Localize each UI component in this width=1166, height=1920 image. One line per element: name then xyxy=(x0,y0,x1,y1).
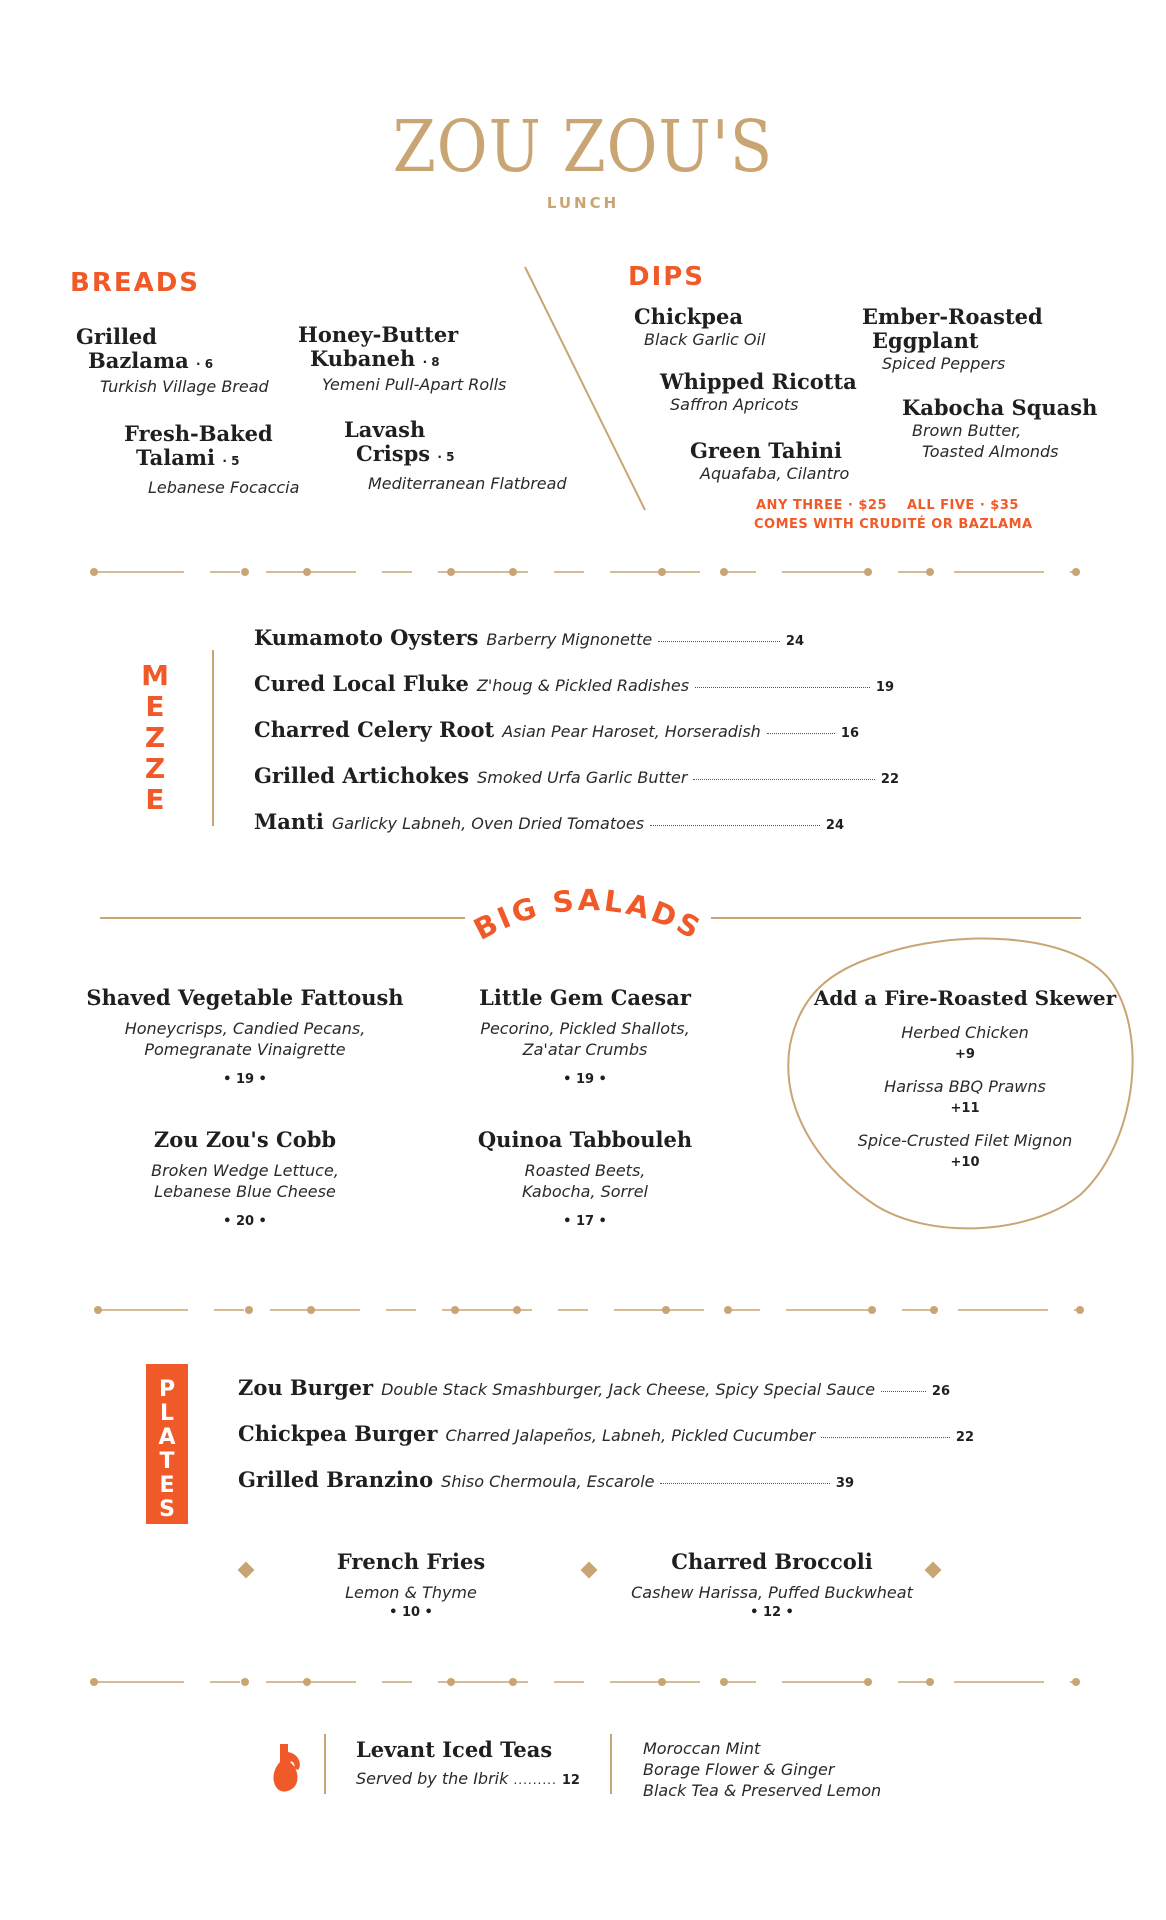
dish-name: Lavash xyxy=(344,417,426,442)
heading-letter: L xyxy=(159,1401,175,1426)
dish-price: 22 xyxy=(955,1430,974,1445)
dish-name: Bazlama xyxy=(88,348,189,373)
heading-letter: Z xyxy=(144,752,166,785)
menu-subtitle: LUNCH xyxy=(546,194,620,212)
heading-letter: T xyxy=(159,1449,175,1474)
salads-rule-right xyxy=(711,917,1081,919)
dish-description: Black Garlic Oil xyxy=(644,330,766,349)
dish-description: Mediterranean Flatbread xyxy=(368,474,567,493)
heading-letter: Z xyxy=(144,721,166,754)
dish-description: Aquafaba, Cilantro xyxy=(700,464,850,483)
skewer-name: Harissa BBQ Prawns xyxy=(884,1077,1046,1096)
dish-description-line2: Kabocha, Sorrel xyxy=(522,1182,648,1201)
dish-name: Zou Zou's Cobb xyxy=(153,1127,337,1152)
dish-description-line2: Lebanese Blue Cheese xyxy=(154,1182,336,1201)
dish-name: Little Gem Caesar xyxy=(479,985,691,1010)
ibrik-icon xyxy=(270,1740,304,1794)
dish-description: Asian Pear Haroset, Horseradish xyxy=(502,722,761,741)
plates-heading xyxy=(146,1364,188,1524)
tea-flavor: Black Tea & Preserved Lemon xyxy=(643,1781,882,1800)
dish-description: Brown Butter, xyxy=(912,421,1022,440)
dish-name: French Fries xyxy=(336,1549,486,1574)
ornamental-divider xyxy=(92,1300,1086,1320)
dish-name: Honey-Butter xyxy=(298,322,459,347)
dish-price: · 5 xyxy=(437,450,455,464)
teas-rule-left xyxy=(324,1734,326,1794)
svg-text:BIG SALADS xyxy=(468,883,708,947)
dish-description: Smoked Urfa Garlic Butter xyxy=(477,768,688,787)
dish-description: Cashew Harissa, Puffed Buckwheat xyxy=(631,1583,913,1602)
bread-item-kubaneh xyxy=(298,323,506,395)
mezze-item xyxy=(254,626,804,672)
dips-offer-three: ANY THREE · $25 xyxy=(756,498,888,513)
mezze-item xyxy=(254,672,894,718)
mezze-item xyxy=(254,810,844,856)
leader-dots xyxy=(767,733,835,734)
dish-description: Honeycrisps, Candied Pecans, xyxy=(124,1019,366,1038)
dish-name: Quinoa Tabbouleh xyxy=(477,1127,693,1152)
dish-price: 39 xyxy=(835,1476,854,1491)
mezze-list xyxy=(254,626,904,856)
dish-description: Served by the Ibrik xyxy=(356,1769,509,1788)
dish-price: • 20 • xyxy=(223,1214,267,1229)
plates-list xyxy=(238,1375,974,1514)
heading-letter: P xyxy=(158,1377,176,1402)
teas-rule-right xyxy=(610,1734,612,1794)
heading-letter: S xyxy=(159,1497,175,1522)
salads-rule-left xyxy=(100,917,465,919)
dish-description-line2: Toasted Almonds xyxy=(922,442,1059,461)
dish-name: Kubaneh xyxy=(310,346,416,371)
dish-name: Whipped Ricotta xyxy=(660,369,857,394)
dish-name: Grilled Artichokes xyxy=(254,763,470,788)
dips-offer-five: ALL FIVE · $35 xyxy=(907,498,1019,513)
leader-dots xyxy=(660,1483,829,1484)
dish-name: Ember-Roasted xyxy=(862,304,1043,329)
dish-name: Manti xyxy=(254,809,324,834)
salad-item xyxy=(80,986,410,1087)
dish-price: 26 xyxy=(931,1384,950,1399)
leader-dots xyxy=(821,1437,950,1438)
bread-item-bazlama xyxy=(76,325,269,397)
dish-name: Shaved Vegetable Fattoush xyxy=(86,985,404,1010)
dish-description: Lebanese Focaccia xyxy=(148,478,300,497)
dish-name: Kabocha Squash xyxy=(902,395,1098,420)
dips-heading: DIPS xyxy=(628,262,706,292)
dish-description: Turkish Village Bread xyxy=(100,377,269,396)
dish-name: Chickpea Burger xyxy=(238,1421,438,1446)
dish-price: 22 xyxy=(880,772,899,787)
dish-price: 24 xyxy=(825,818,844,833)
heading-letter: M xyxy=(141,659,169,692)
dish-description: Pecorino, Pickled Shallots, xyxy=(480,1019,690,1038)
plate-item xyxy=(238,1376,950,1422)
dish-name: Grilled Branzino xyxy=(238,1467,434,1492)
mezze-item xyxy=(254,764,899,810)
skewer-title: Add a Fire-Roasted Skewer xyxy=(813,986,1117,1010)
leader-dots xyxy=(881,1391,926,1392)
dish-price: 16 xyxy=(840,726,859,741)
mezze-rule xyxy=(212,650,214,826)
diamond-ornament xyxy=(238,1562,255,1579)
dish-description: Saffron Apricots xyxy=(670,395,799,414)
dip-item-ricotta xyxy=(660,370,857,415)
teas-item xyxy=(356,1738,580,1789)
dish-name: Charred Celery Root xyxy=(254,717,495,742)
leader-dots: ......... xyxy=(513,1773,557,1787)
skewer-price: +10 xyxy=(950,1155,980,1170)
bread-item-talami xyxy=(124,422,299,498)
dish-name: Green Tahini xyxy=(690,438,843,463)
dish-description: Roasted Beets, xyxy=(524,1161,646,1180)
dish-description: Spiced Peppers xyxy=(882,354,1006,373)
dish-name-line2: Eggplant xyxy=(872,328,979,353)
dish-name-line2 xyxy=(310,347,506,374)
salad-item xyxy=(425,986,745,1087)
dish-name: Talami xyxy=(136,445,216,470)
dish-name: Kumamoto Oysters xyxy=(254,625,479,650)
salads-heading xyxy=(460,868,716,952)
heading-letter: A xyxy=(158,1425,176,1450)
dish-price: 24 xyxy=(785,634,804,649)
dish-price: 19 xyxy=(875,680,894,695)
plate-item xyxy=(238,1468,854,1514)
plate-item xyxy=(238,1422,974,1468)
dish-description-line2: Pomegranate Vinaigrette xyxy=(144,1040,346,1059)
mezze-item xyxy=(254,718,859,764)
dish-name: Crisps xyxy=(356,441,431,466)
side-item xyxy=(612,1550,932,1620)
tea-flavor: Moroccan Mint xyxy=(643,1739,761,1758)
dip-item-tahini xyxy=(690,439,849,484)
teas-detail xyxy=(356,1768,580,1789)
dish-name: Zou Burger xyxy=(238,1375,374,1400)
side-item xyxy=(276,1550,546,1620)
salad-item xyxy=(425,1128,745,1229)
leader-dots xyxy=(693,779,874,780)
dish-description: Yemeni Pull-Apart Rolls xyxy=(322,375,507,394)
dish-price: • 10 • xyxy=(389,1605,433,1620)
ornamental-divider xyxy=(88,1672,1082,1692)
dish-description: Z'houg & Pickled Radishes xyxy=(476,676,690,695)
dish-price: • 19 • xyxy=(563,1072,607,1087)
diagonal-divider xyxy=(520,265,650,515)
leader-dots xyxy=(658,641,780,642)
leader-dots xyxy=(695,687,870,688)
breads-heading: BREADS xyxy=(70,268,201,298)
dip-item-chickpea xyxy=(634,305,765,350)
heading-letter: E xyxy=(159,1473,175,1498)
dish-name: Grilled xyxy=(76,324,157,349)
dish-price: • 19 • xyxy=(223,1072,267,1087)
dish-price: · 6 xyxy=(196,357,214,371)
dish-description-line2: Za'atar Crumbs xyxy=(522,1040,648,1059)
dish-name: Levant Iced Teas xyxy=(356,1737,553,1762)
dish-price: · 5 xyxy=(222,454,240,468)
dish-price: • 17 • xyxy=(563,1214,607,1229)
skewer-name: Herbed Chicken xyxy=(901,1023,1029,1042)
dish-name: Chickpea xyxy=(634,304,743,329)
restaurant-logo: ZOU ZOU'S xyxy=(392,104,774,189)
skewer-section xyxy=(800,986,1130,1170)
heading-letter: E xyxy=(145,783,165,816)
dish-description: Barberry Mignonette xyxy=(486,630,653,649)
tea-flavor: Borage Flower & Ginger xyxy=(643,1760,835,1779)
dish-description: Garlicky Labneh, Oven Dried Tomatoes xyxy=(331,814,645,833)
dish-name: Fresh-Baked xyxy=(124,421,273,446)
dish-name-line2 xyxy=(88,349,269,376)
dish-description: Double Stack Smashburger, Jack Cheese, Spicy Special Sauce xyxy=(381,1380,876,1399)
leader-dots xyxy=(650,825,820,826)
teas-flavors xyxy=(643,1738,881,1801)
dish-name: Cured Local Fluke xyxy=(254,671,469,696)
dip-item-eggplant xyxy=(862,305,1043,374)
salad-item xyxy=(80,1128,410,1229)
dish-price: 12 xyxy=(561,1773,580,1788)
diamond-ornament xyxy=(581,1562,598,1579)
dip-item-kabocha xyxy=(902,396,1097,462)
skewer-name: Spice-Crusted Filet Mignon xyxy=(857,1131,1073,1150)
dish-name-line2 xyxy=(136,446,299,473)
dish-price: · 8 xyxy=(422,355,440,369)
dish-description: Broken Wedge Lettuce, xyxy=(151,1161,339,1180)
dips-offer-note: COMES WITH CRUDITÉ OR BAZLAMA xyxy=(754,517,1033,532)
ornamental-divider xyxy=(88,562,1082,582)
heading-letter: E xyxy=(145,690,165,723)
mezze-heading xyxy=(140,660,170,815)
skewer-price: +9 xyxy=(955,1047,975,1062)
dish-name: Charred Broccoli xyxy=(671,1549,873,1574)
dish-price: • 12 • xyxy=(750,1605,794,1620)
salads-heading-text: BIG SALADS xyxy=(468,882,708,947)
dish-description: Charred Jalapeños, Labneh, Pickled Cucumber xyxy=(445,1426,816,1445)
skewer-price: +11 xyxy=(950,1101,980,1116)
dish-description: Lemon & Thyme xyxy=(345,1583,477,1602)
dish-description: Shiso Chermoula, Escarole xyxy=(441,1472,655,1491)
